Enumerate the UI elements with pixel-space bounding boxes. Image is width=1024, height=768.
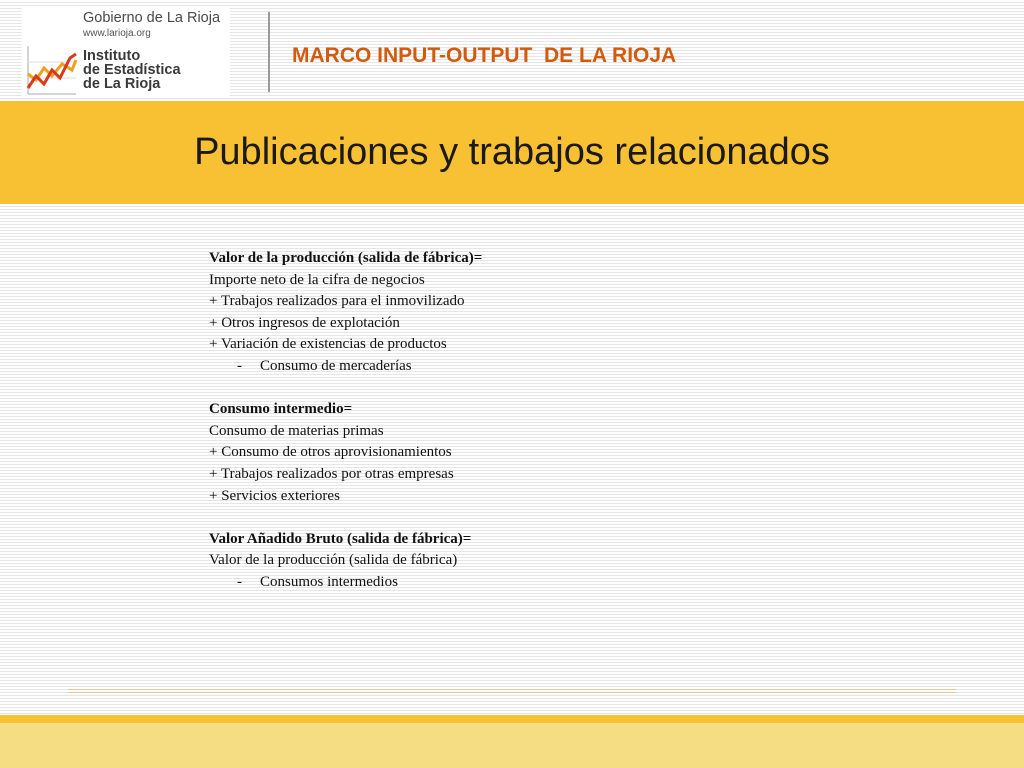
spacer xyxy=(209,507,769,529)
content-line: + Trabajos realizados para el inmovilizado xyxy=(209,293,465,310)
slide-title: Publicaciones y trabajos relacionados xyxy=(194,131,830,173)
line-chart-icon xyxy=(24,44,78,96)
slide-content xyxy=(209,248,769,594)
dash-bullet: - xyxy=(237,357,242,374)
institute-logo xyxy=(22,8,230,96)
title-band xyxy=(0,101,1024,204)
dash-bullet: - xyxy=(237,573,242,590)
subitem-text: Consumo de mercaderías xyxy=(260,357,412,374)
subitem-text: Consumos intermedios xyxy=(260,573,398,590)
content-line: Consumo de materias primas xyxy=(209,422,384,439)
content-line: + Otros ingresos de explotación xyxy=(209,314,400,331)
header-divider xyxy=(268,12,270,92)
spacer xyxy=(209,378,769,400)
content-subitem xyxy=(209,572,769,594)
section-heading: Valor de la producción (salida de fábrica)= xyxy=(209,250,483,266)
footer-rule xyxy=(68,692,956,693)
footer-band-light xyxy=(0,723,1024,768)
header-title: MARCO INPUT-OUTPUT DE LA RIOJA xyxy=(292,44,677,67)
content-line: Valor de la producción (salida de fábrica) xyxy=(209,552,458,569)
website-link[interactable]: www.larioja.org xyxy=(83,28,151,39)
content-line: + Trabajos realizados por otras empresas xyxy=(209,465,454,482)
institute-name-line: de Estadística xyxy=(83,62,181,78)
content-line: + Consumo de otros aprovisionamientos xyxy=(209,444,452,461)
government-name: Gobierno de La Rioja xyxy=(83,10,221,26)
content-line: Importe neto de la cifra de negocios xyxy=(209,271,425,288)
footer-band xyxy=(0,715,1024,723)
footer-rule xyxy=(68,689,956,690)
section-heading: Valor Añadido Bruto (salida de fábrica)= xyxy=(209,530,472,547)
content-line: + Servicios exteriores xyxy=(209,487,340,504)
institute-name-line: Instituto xyxy=(83,48,141,64)
content-subitem xyxy=(209,356,769,378)
institute-name-line: de La Rioja xyxy=(83,76,161,92)
content-line: + Variación de existencias de productos xyxy=(209,336,447,353)
section-heading: Consumo intermedio= xyxy=(209,401,353,418)
institute-name xyxy=(83,49,181,91)
